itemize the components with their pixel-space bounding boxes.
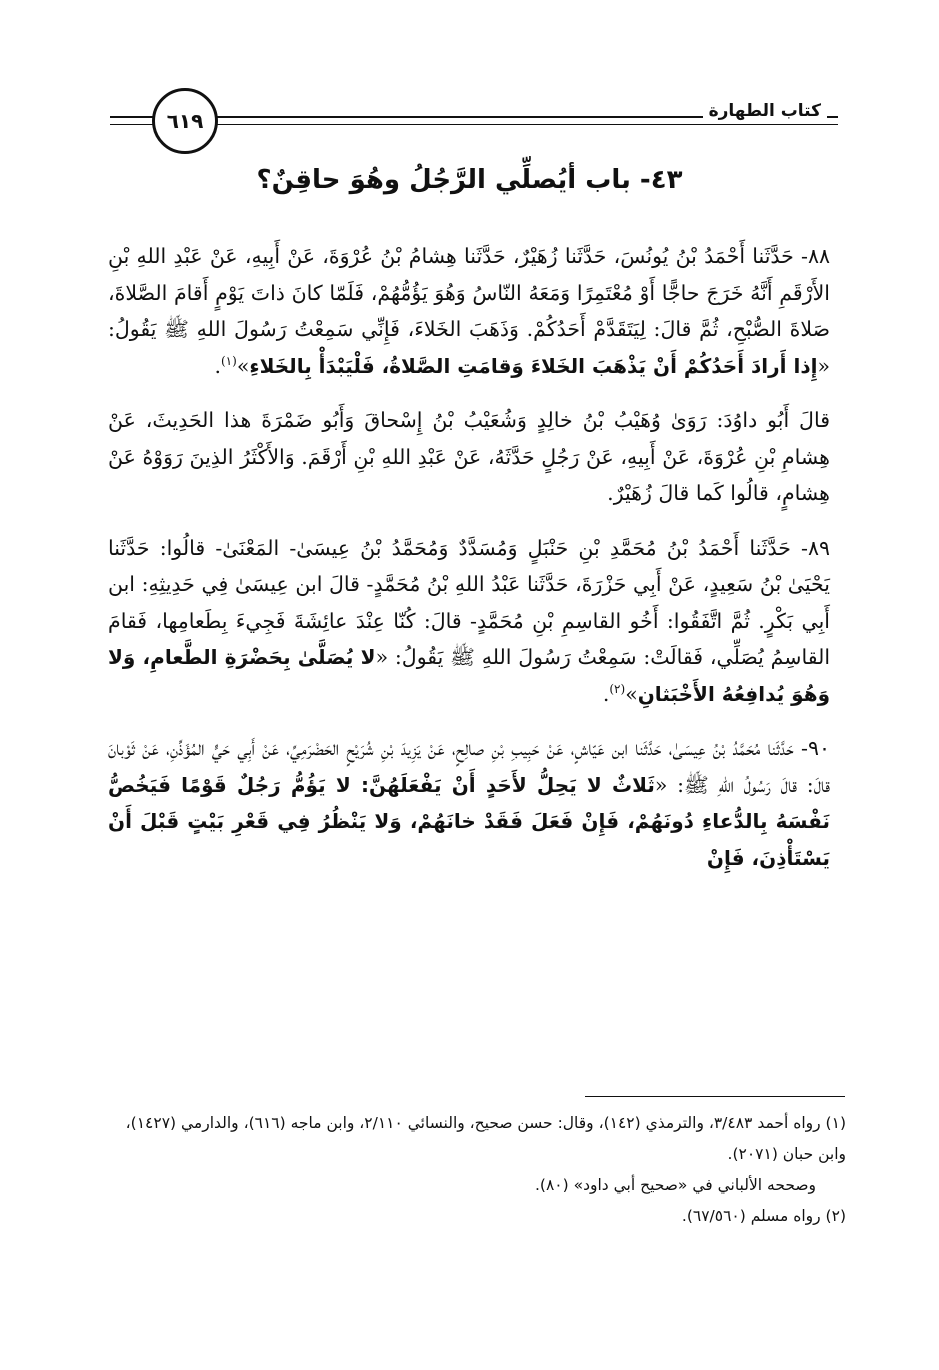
hadith-89-close: » — [625, 681, 638, 706]
footnote-ref-1[interactable]: (١) — [220, 353, 237, 368]
hadith-89-matn: لا يُصَلَّىٰ بِحَضْرَةِ الطَّعامِ، وَلا وَهُوَ يُدافِعُهُ الأَخْبَثانِ — [108, 645, 830, 706]
header-rule-bottom — [110, 124, 838, 125]
hadith-88-matn: إِذا أَرادَ أَحَدُكُمْ أَنْ يَذْهَبَ الخَلاءَ وَقامَتِ الصَّلاةُ، فَلْيَبْدَأْ بِالخَلاءِ — [249, 353, 818, 378]
footnote-1: (١) رواه أحمد ٣/٤٨٣، والترمذي (١٤٢)، وقال: حسن صحيح، والنسائي ٢/١١٠، وابن ماجه (٦١٦)، والدارمي (١٤٢٧)، وابن حبان (٢٠٧١). — [125, 1114, 846, 1163]
page-number-badge — [152, 88, 218, 154]
footnote-ref-2[interactable]: (٢) — [609, 681, 626, 696]
page-number: ٦١٩ — [166, 109, 204, 133]
footnote-separator — [585, 1096, 845, 1097]
chapter-title: ٤٣- باب أيُصلِّي الرَّجُلُ وهُوَ حاقِنٌ؟ — [256, 165, 683, 195]
hadith-89-chain: ٨٩- حَدَّثَنا أَحْمَدُ بْنُ مُحَمَّدِ بْنِ حَنْبَلٍ وَمُسَدَّدٌ وَمُحَمَّدُ بْنُ عِيسَىٰ- المَعْنَىٰ- قالُوا: حَدَّثَنا يَحْيَىٰ بْنُ سَعِيدٍ، عَنْ أَبِي حَزْرَةَ، حَدَّثَنا عَبْدُ اللهِ بْنُ مُحَمَّدٍ- قالَ ابن عِيسَىٰ فِي حَدِيثِهِ: ابن أَبِي بَكْرٍ. ثُمَّ اتَّفَقُوا: أَخُو القاسِمِ بْنِ مُحَمَّدٍ- قالَ: كُنّا عِنْدَ عائِشَةَ فَجِيءَ بِطَعامِها، فَقامَ القاسِمُ يُصَلِّي، فَقالَتْ: سَمِعْتُ رَسُولَ اللهِ ﷺ يَقُولُ: « — [108, 535, 831, 669]
hadith-88 — [108, 238, 830, 384]
hadith-88-close: » — [236, 353, 250, 378]
running-header-title: كتاب الطهارة — [703, 101, 827, 121]
hadith-89 — [108, 530, 830, 713]
hadith-90-chain: ٩٠- حَدَّثَنا مُحَمَّدُ بْنُ عِيسَىٰ، حَدَّثَنا ابن عَيّاشٍ، عَنْ حَبِيبِ بْنِ صالِحٍ، عَنْ يَزِيدَ بْنِ شُرَيْحٍ الحَضْرَمِيِّ، عَنْ أَبِي حَيٍّ المُؤَذِّنِ، عَنْ ثَوْبانَ قالَ: قالَ رَسُولُ اللهِ ﷺ: « — [108, 736, 831, 797]
footnotes — [108, 1108, 846, 1232]
hadith-89-end: . — [602, 681, 610, 706]
footnote-1-continuation: وصححه الألباني في «صحيح أبي داود» (٨٠). — [535, 1176, 816, 1194]
main-text — [108, 238, 830, 894]
hadith-90-matn: ثَلاثٌ لا يَحِلُّ لأَحَدٍ أَنْ يَفْعَلَهُنَّ: لا يَؤُمُّ رَجُلٌ قَوْمًا فَيَخُصُّ نَفْسَهُ بِالدُّعاءِ دُونَهُمْ، فَإِنْ فَعَلَ فَقَدْ خانَهُمْ، وَلا يَنْظُرُ فِي قَعْرِ بَيْتٍ قَبْلَ أَنْ يَسْتَأْذِنَ، فَإِنْ — [108, 772, 830, 870]
footnote-2: (٢) رواه مسلم (٦٧/٥٦٠). — [681, 1207, 846, 1225]
hadith-88-chain: ٨٨- حَدَّثَنا أَحْمَدُ بْنُ يُونُسَ، حَدَّثَنا زُهَيْرٌ، حَدَّثَنا هِشامُ بْنُ عُرْوَةَ، عَنْ أَبِيهِ، عَنْ عَبْدِ اللهِ بْنِ الأَرْقَمِ أَنَّهُ خَرَجَ حاجًّا أَوْ مُعْتَمِرًا وَمَعَهُ النّاسُ وَهُوَ يَؤُمُّهُمْ، فَلَمّا كانَ ذاتَ يَوْمٍ أَقامَ الصَّلاةَ، صَلاةَ الصُّبْحِ، ثُمَّ قالَ: لِيَتَقَدَّمْ أَحَدُكُمْ. وَذَهَبَ الخَلاءَ، فَإِنِّي سَمِعْتُ رَسُولَ اللهِ ﷺ يَقُولُ: « — [108, 244, 830, 378]
abu-dawud-comment — [108, 402, 830, 512]
hadith-90 — [108, 730, 830, 876]
hadith-88-end: . — [214, 353, 221, 378]
abu-dawud-comment-text: قالَ أَبُو داوُدَ: رَوَىٰ وُهَيْبُ بْنُ خالِدٍ وَشُعَيْبُ بْنُ إِسْحاقَ وَأَبُو ضَمْرَةَ هذا الحَدِيثَ، عَنْ هِشامِ بْنِ عُرْوَةَ، عَنْ أَبِيهِ، عَنْ رَجُلٍ حَدَّثَهُ، عَنْ عَبْدِ اللهِ بْنِ أَرْقَمَ. وَالأَكْثَرُ الذِينَ رَوَوْهُ عَنْ هِشامٍ، قالُوا كَما قالَ زُهَيْرٌ. — [108, 408, 830, 505]
